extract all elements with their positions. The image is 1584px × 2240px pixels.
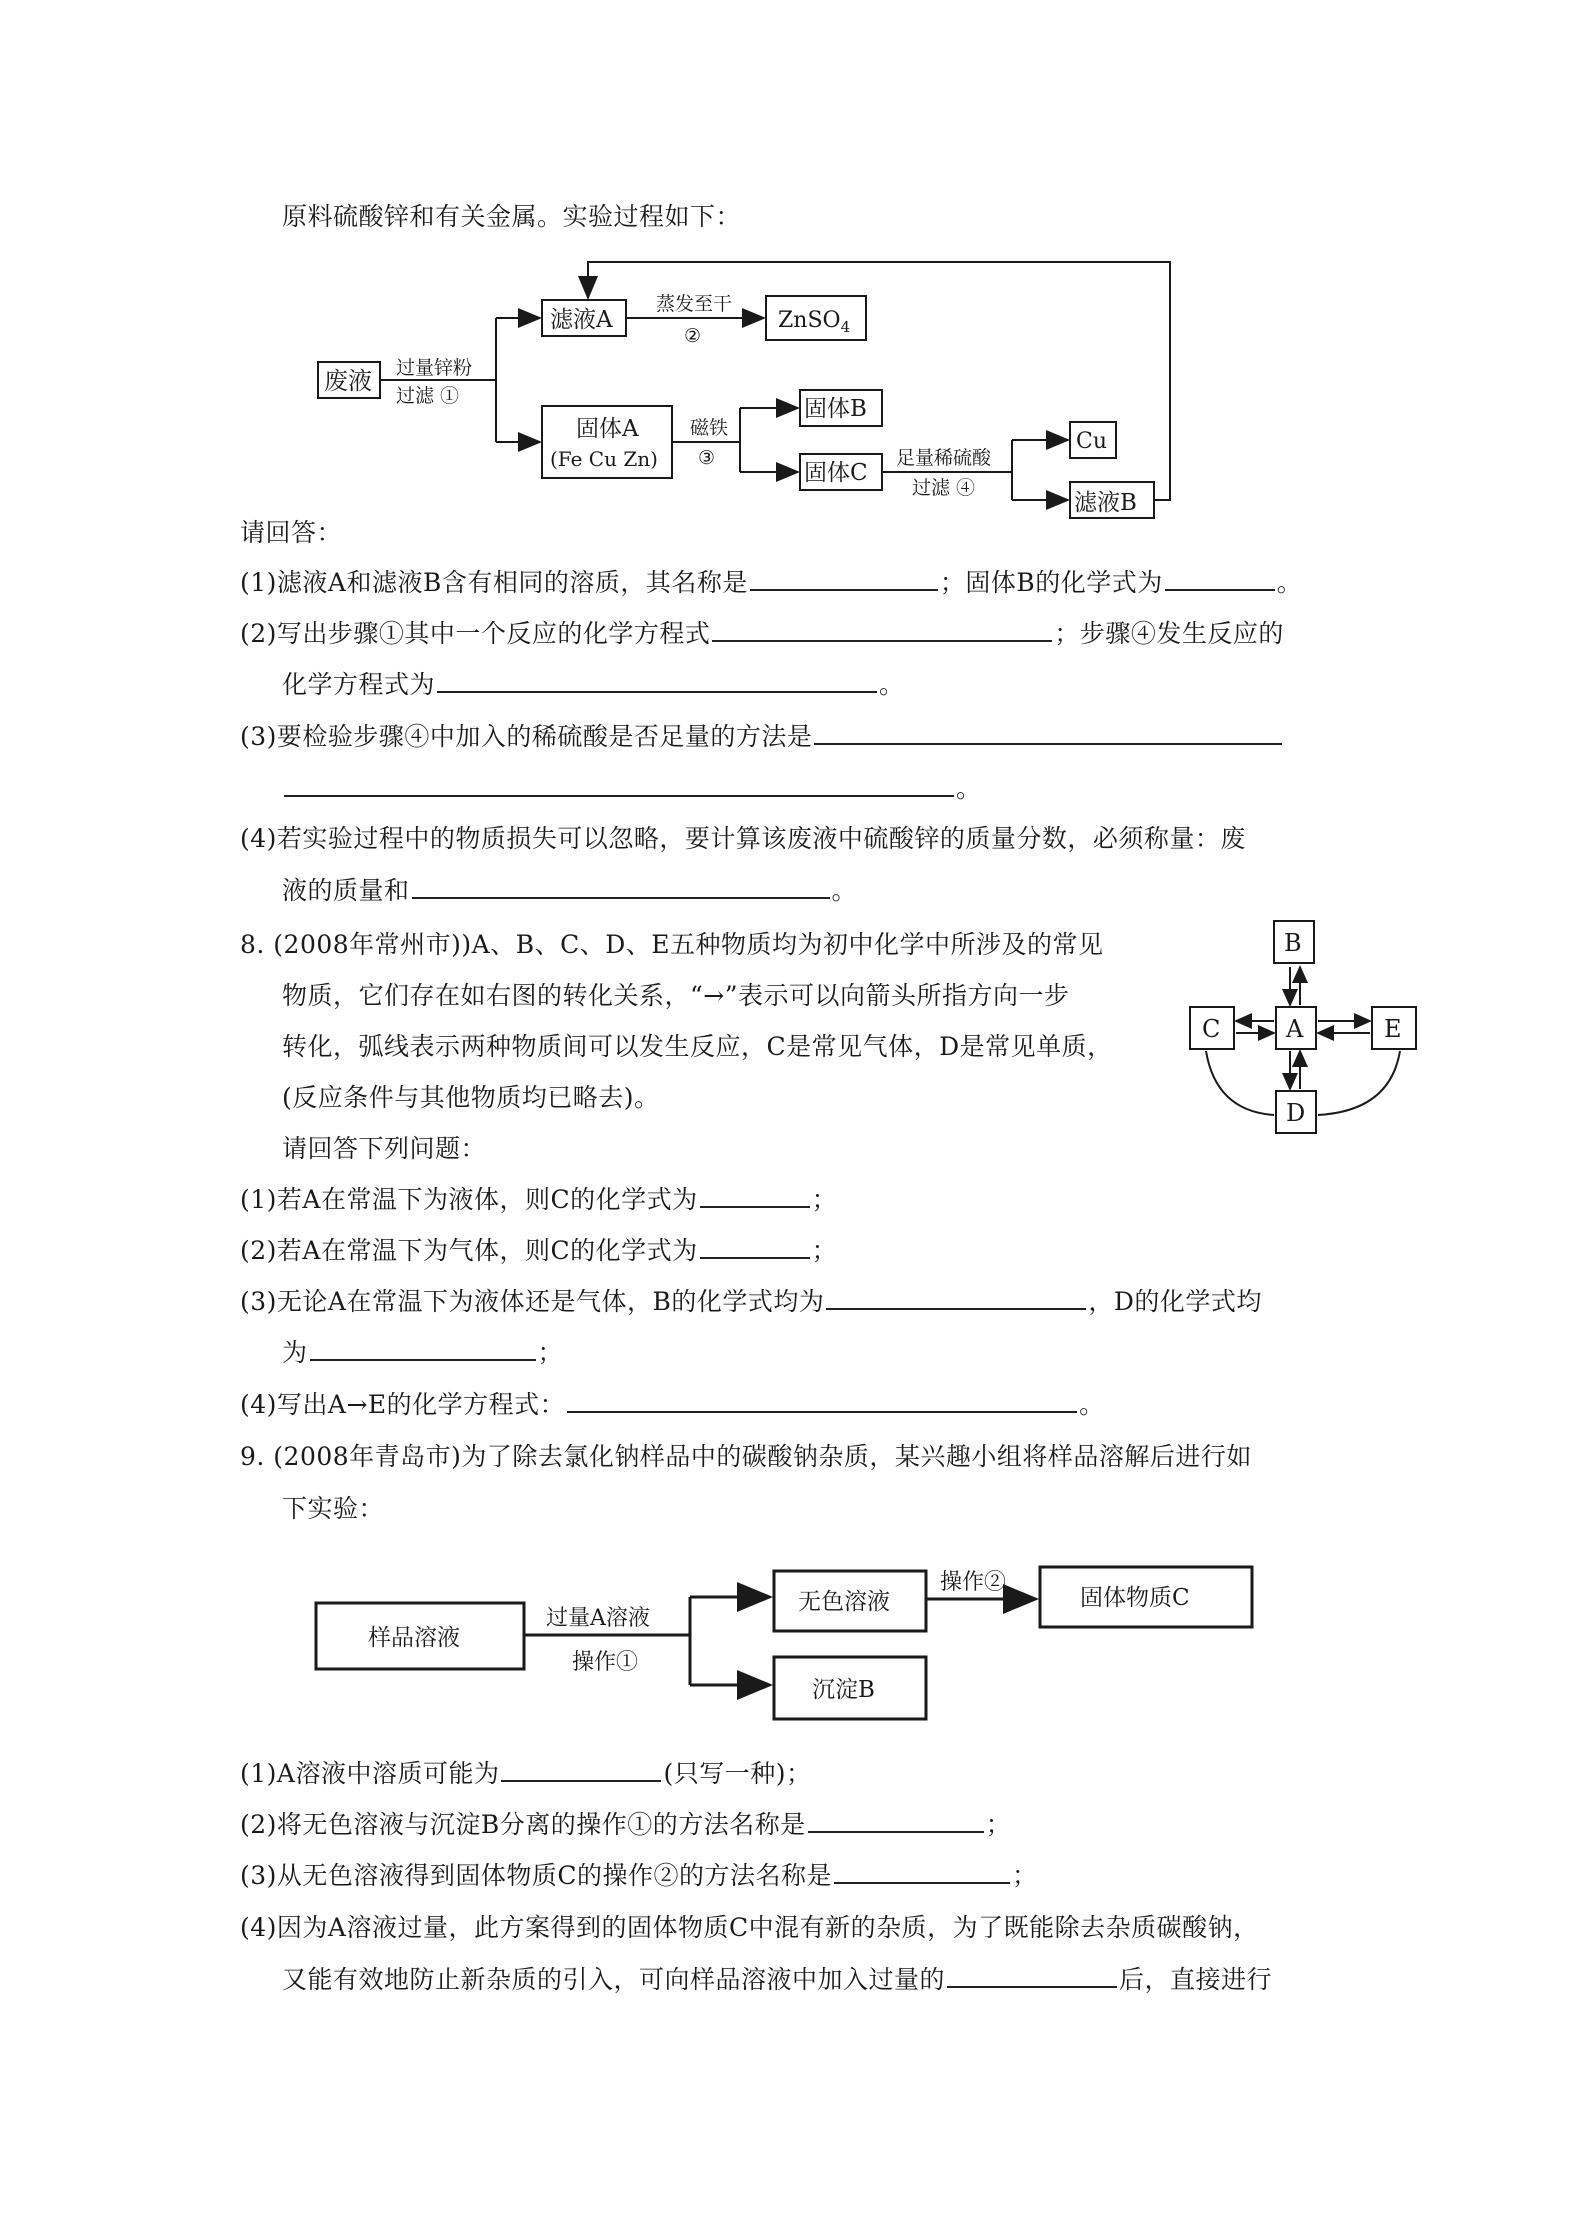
q8-stem-line4: (反应条件与其他物质均已略去)。 (282, 1083, 660, 1112)
solid-b-label: 固体B (804, 396, 867, 422)
answer-blank[interactable] (814, 721, 1282, 745)
q9-answer2: (2)将无色溶液与沉淀B分离的操作①的方法名称是 ； (240, 1810, 1012, 1839)
op2-label: 操作② (940, 1570, 1007, 1595)
q9-answer1: (1)A溶液中溶质可能为 (只写一种)； (240, 1759, 812, 1788)
waste-label: 废液 (324, 367, 372, 395)
op1-bottom-label: 操作① (572, 1650, 639, 1675)
q8-answer3-line2: 为 ； (282, 1338, 564, 1367)
answer-blank[interactable] (834, 1860, 1010, 1884)
step3-num-label: ③ (698, 447, 716, 469)
precipitate-b-label: 沉淀B (812, 1677, 875, 1703)
q8-answer2: (2)若A在常温下为气体，则C的化学式为 ； (240, 1236, 838, 1265)
answer-blank[interactable] (808, 1809, 984, 1833)
svg-text:ZnSO4 (778, 308, 850, 336)
answer-blank[interactable] (310, 1337, 536, 1361)
step3-top-label: 磁铁 (690, 417, 729, 439)
q8-answer4: (4)写出A→E的化学方程式： 。 (240, 1390, 1105, 1419)
node-a-label: A (1286, 1015, 1304, 1043)
q9-answer4-line2: 又能有效地防止新杂质的引入，可向样品溶液中加入过量的 后，直接进行 (282, 1965, 1273, 1994)
q7-part3-line1: (3)要检验步骤④中加入的稀硫酸是否足量的方法是 (240, 720, 1284, 754)
q7-part2-line2: 化学方程式为 。 (282, 670, 905, 699)
q9-stem-line1: 9. (2008年青岛市)为了除去氯化钠样品中的碳酸钠杂质，某兴趣小组将样品溶解后进行如 (240, 1442, 1252, 1471)
q9-answer4-line1: (4)因为A溶液过量，此方案得到的固体物质C中混有新的杂质，为了既能除去杂质碳酸钠， (240, 1913, 1259, 1942)
solid-a-composition: (Fe Cu Zn) (550, 447, 658, 471)
step2-num-label: ② (684, 325, 702, 347)
answer-blank[interactable] (1165, 567, 1275, 591)
solid-a-label: 固体A (576, 416, 639, 442)
q8-answer3-line1: (3)无论A在常温下为液体还是气体，B的化学式均为 ，D的化学式均 (240, 1287, 1262, 1316)
answer-blank[interactable] (437, 669, 877, 693)
solid-c-label: 固体C (804, 460, 868, 486)
step4-top-label: 足量稀硫酸 (896, 447, 992, 469)
answer-blank[interactable] (501, 1758, 661, 1782)
znso4-subscript: 4 (840, 318, 851, 336)
op1-top-label: 过量A溶液 (546, 1606, 650, 1631)
substance-relation-diagram (1180, 915, 1440, 1155)
q7-part3-line2: 。 (282, 772, 982, 806)
q8-stem-line1: 8. (2008年常州市))A、B、C、D、E五种物质均为初中化学中所涉及的常见 (240, 930, 1104, 959)
step4-bottom-label: 过滤 ④ (912, 477, 976, 499)
q8-answer1: (1)若A在常温下为液体，则C的化学式为 ； (240, 1185, 838, 1214)
znso4-label: ZnSO (778, 308, 841, 333)
step1-bottom-label: 过滤 ① (396, 385, 460, 407)
answer-blank[interactable] (947, 1964, 1117, 1988)
q9-answer3: (3)从无色溶液得到固体物质C的操作②的方法名称是 ； (240, 1861, 1038, 1890)
cu-label: Cu (1076, 429, 1108, 454)
filtrate-b-label: 滤液B (1074, 490, 1137, 516)
q7-part1: (1)滤液A和滤液B含有相同的溶质，其名称是 ；固体B的化学式为 。 (240, 568, 1303, 597)
node-d-label: D (1286, 1099, 1306, 1127)
process-flow-diagram (300, 250, 1260, 530)
answer-blank[interactable] (700, 1235, 810, 1259)
node-b-label: B (1284, 929, 1302, 957)
clear-solution-label: 无色溶液 (798, 1589, 890, 1615)
answer-blank[interactable] (567, 1389, 1077, 1413)
answer-blank[interactable] (826, 1286, 1086, 1310)
answer-blank[interactable] (712, 618, 1052, 642)
q8-stem-line2: 物质，它们存在如右图的转化关系，“→”表示可以向箭头所指方向一步 (282, 981, 1070, 1010)
answer-blank[interactable] (750, 567, 938, 591)
filtrate-a-label: 滤液A (550, 307, 613, 333)
q7-prompt: 请回答： (240, 518, 343, 547)
intro-text: 原料硫酸锌和有关金属。实验过程如下： (282, 202, 742, 231)
q8-stem-line3: 转化，弧线表示两种物质间可以发生反应，C是常见气体，D是常见单质， (282, 1032, 1113, 1061)
node-c-label: C (1202, 1015, 1221, 1043)
q8-stem-line5: 请回答下列问题： (282, 1134, 487, 1163)
step2-top-label: 蒸发至干 (656, 293, 733, 315)
node-e-label: E (1384, 1015, 1402, 1043)
answer-blank[interactable] (284, 773, 954, 797)
purification-flow-diagram (300, 1555, 1280, 1725)
step1-top-label: 过量锌粉 (396, 357, 473, 379)
q7-part4-line1: (4)若实验过程中的物质损失可以忽略，要计算该废液中硫酸锌的质量分数，必须称量：废 (240, 824, 1246, 853)
answer-blank[interactable] (700, 1184, 810, 1208)
solid-c-label: 固体物质C (1080, 1585, 1190, 1611)
answer-blank[interactable] (412, 875, 830, 899)
q7-part4-line2: 液的质量和 。 (282, 876, 858, 905)
q9-stem-line2: 下实验： (282, 1494, 385, 1523)
sample-solution-label: 样品溶液 (368, 1625, 460, 1651)
q7-part2-line1: (2)写出步骤①其中一个反应的化学方程式 ；步骤④发生反应的 (240, 619, 1284, 648)
